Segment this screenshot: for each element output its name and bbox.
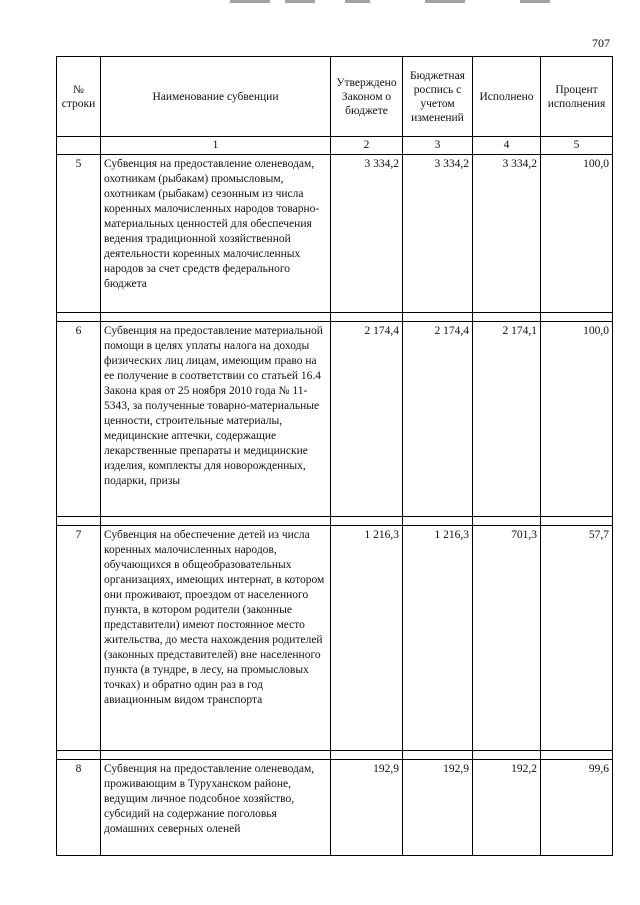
scan-edge-mark — [425, 0, 465, 3]
subvention-name: Субвенция на предоставление материальной помощи в целях уплаты налога на доходы физических лиц лицам, имеющим право на ее получение в соответствии со статьей 16.4 Закона края от 25 ноября 2010 года № 11-5343, за полученные товарно-материальные ценности, строительные материалы, медицинские аптечки, содержащие лекарственные препараты и медицинские изделия, комплекты для новорожденных, подарки, призы — [101, 322, 331, 517]
executed-value: 701,3 — [473, 526, 541, 751]
scan-edge-mark — [285, 0, 315, 3]
approved-value: 192,9 — [331, 760, 403, 856]
table-row — [57, 526, 613, 751]
subvention-name: Субвенция на предоставление оленеводам, проживающим в Туруханском районе, ведущим личное подсобное хозяйство, субсидий на содержание поголовья домашних северных оленей — [101, 760, 331, 856]
page-number: 707 — [592, 36, 610, 50]
approved-value: 3 334,2 — [331, 155, 403, 313]
header-name: Наименование субвенции — [101, 57, 331, 137]
column-index-row — [57, 137, 613, 155]
scan-edge-mark — [520, 0, 550, 3]
column-index: 4 — [473, 137, 541, 155]
schedule-value: 192,9 — [403, 760, 473, 856]
row-spacer — [57, 313, 613, 322]
header-row — [57, 57, 613, 137]
executed-value: 192,2 — [473, 760, 541, 856]
table-row — [57, 155, 613, 313]
column-index — [57, 137, 101, 155]
percent-value: 100,0 — [541, 322, 613, 517]
header-percent: Процент исполнения — [541, 57, 613, 137]
scan-edge-mark — [345, 0, 370, 3]
row-spacer — [57, 517, 613, 526]
schedule-value: 3 334,2 — [403, 155, 473, 313]
percent-value: 99,6 — [541, 760, 613, 856]
subvention-name: Субвенция на предоставление оленеводам, охотникам (рыбакам) промысловым, охотникам (рыбакам) сезонным из числа коренных малочисленных народов товарно-материальных ценностей для обеспечения ведения традиционной хозяйственной деятельности коренных малочисленных народов за счет средств федерального бюджета — [101, 155, 331, 313]
subvention-table — [56, 56, 613, 856]
scan-edge-mark — [230, 0, 270, 3]
header-row-number: № строки — [57, 57, 101, 137]
row-spacer — [57, 751, 613, 760]
row-number: 5 — [57, 155, 101, 313]
row-number: 8 — [57, 760, 101, 856]
header-executed: Исполнено — [473, 57, 541, 137]
column-index: 5 — [541, 137, 613, 155]
schedule-value: 2 174,4 — [403, 322, 473, 517]
approved-value: 1 216,3 — [331, 526, 403, 751]
column-index: 2 — [331, 137, 403, 155]
column-index: 1 — [101, 137, 331, 155]
percent-value: 100,0 — [541, 155, 613, 313]
table-row — [57, 760, 613, 856]
row-number: 6 — [57, 322, 101, 517]
percent-value: 57,7 — [541, 526, 613, 751]
approved-value: 2 174,4 — [331, 322, 403, 517]
subvention-name: Субвенция на обеспечение детей из числа коренных малочисленных народов, обучающихся в общеобразовательных организациях, имеющих интернат, в котором они проживают, проездом от населенного пункта, в котором родители (законные представители) имеют постоянное место жительства, до места нахождения родителей (законных представителей) вне населенного пункта (в тундре, в лесу, на промысловых точках) и обратно один раз в год авиационным видом транспорта — [101, 526, 331, 751]
executed-value: 3 334,2 — [473, 155, 541, 313]
column-index: 3 — [403, 137, 473, 155]
header-budget-schedule: Бюджетная роспись с учетом изменений — [403, 57, 473, 137]
executed-value: 2 174,1 — [473, 322, 541, 517]
row-number: 7 — [57, 526, 101, 751]
schedule-value: 1 216,3 — [403, 526, 473, 751]
table-row — [57, 322, 613, 517]
header-approved: Утверждено Законом о бюджете — [331, 57, 403, 137]
